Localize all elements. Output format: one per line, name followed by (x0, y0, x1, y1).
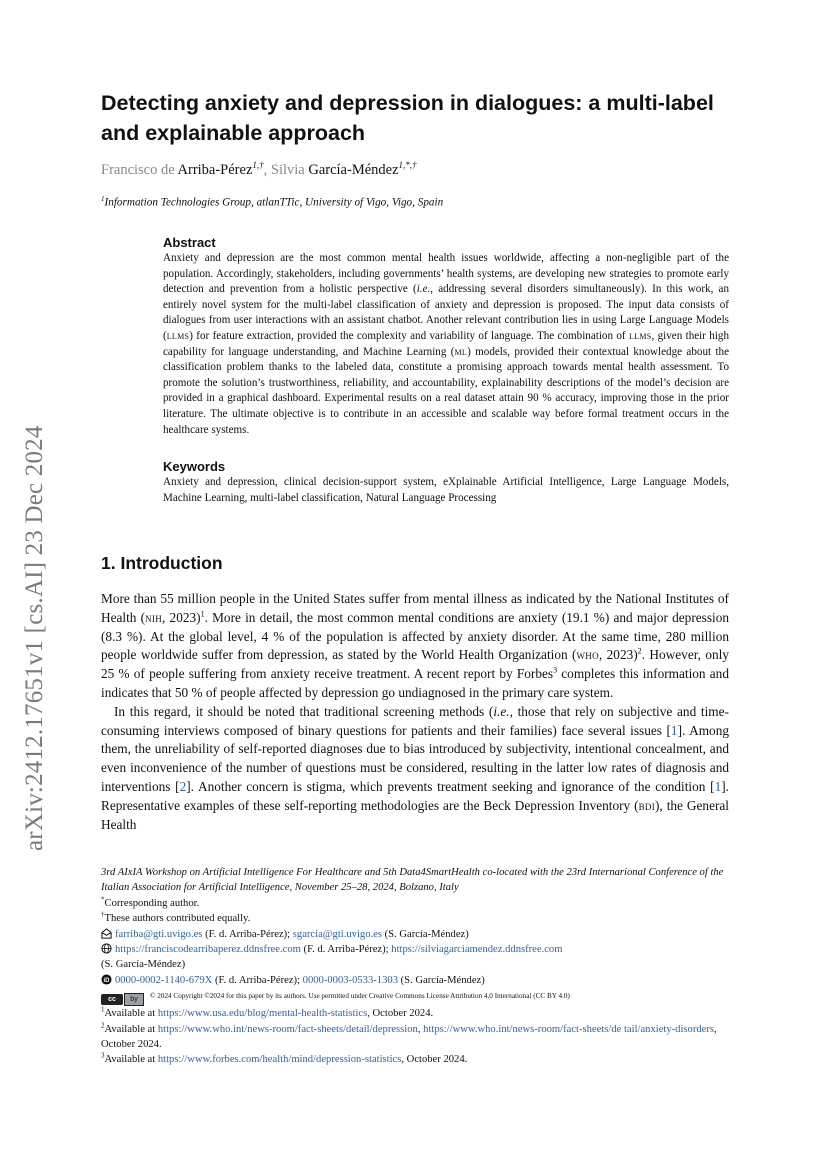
conference-note: 3rd AIxIA Workshop on Artificial Intelligence For Healthcare and 5th Data4SmartHealth co-located with the 23rd Internarional Conference of the Italian Association for Artificial Intelligence, November 25–28, 2024, Bolzano, Italy (101, 867, 724, 894)
keywords-heading: Keywords (163, 459, 226, 474)
website-link-2[interactable]: https://silviagarciamendez.ddnsfree.com (391, 944, 563, 956)
email-link-2[interactable]: sgarcia@gti.uvigo.es (292, 928, 382, 940)
author-2 (271, 162, 417, 178)
affiliation-text: Information Technologies Group, atlanTTic, University of Vigo, Vigo, Spain (104, 196, 444, 209)
email-link-1[interactable]: farriba@gti.uvigo.es (115, 928, 203, 940)
author-1-first: Francisco de (101, 161, 175, 178)
svg-text:iD: iD (103, 977, 110, 984)
orcid-icon (101, 974, 112, 985)
keywords-section (163, 459, 729, 506)
arxiv-stamp: arXiv:2412.17651v1 [cs.AI] 23 Dec 2024 (21, 425, 48, 851)
abstract-heading: Abstract (163, 235, 216, 250)
intro-paragraph-2: In this regard, it should be noted that traditional screening methods (i.e., those that rely on subjective and time-consuming interviews composed of binary questions for patients and their families) face several issues [1]. Among them, the unreliability of self-reported diagnoses due to bias introduced by subjectivity, intentional concealment, and even inconvenience of the number of questions must be considered, resulting in the latter low rates of diagnosis and interventions [2]. Another concern is stigma, which prevents treatment seeking and ignorance of the condition [1]. Representative examples of these self-reporting methodologies are the Beck Depression Inventory (bdi), the General Health (101, 703, 729, 832)
website-line: https://franciscodearribaperez.ddnsfree.com (F. d. Arriba-Pérez); https://silviagarciamendez.ddnsfree.com (S. García-Méndez) (101, 944, 563, 971)
cc-by-icon: cc by (101, 993, 144, 1006)
corresponding-note: *Corresponding author. (101, 895, 200, 909)
orcid-line: iD 0000-0002-1140-679X (F. d. Arriba-Pérez); 0000-0003-0533-1303 (S. García-Méndez) (101, 973, 729, 988)
footnote-2-link-2[interactable]: https://www.who.int/news-room/fact-sheets/de tail/anxiety-disorders (423, 1023, 715, 1035)
footnote-2: $^2$Available at https://www.who.int/news-room/fact-sheets/detail/depression, https://www.who.int/news-room/fact-sheets/de tail/anxiety-disorders, October 2024. (101, 1021, 717, 1051)
affiliation (101, 195, 443, 209)
paper-title: Detecting anxiety and depression in dialogues: a multi-label and explainable approach (101, 91, 714, 145)
email-line: farriba@gti.uvigo.es (F. d. Arriba-Pérez); sgarcia@gti.uvigo.es (S. García-Méndez) (101, 927, 729, 942)
footnote-3: $^3$Available at https://www.forbes.com/health/mind/depression-statistics, October 2024. (101, 1051, 468, 1066)
footnote-ref-2[interactable]: 2 (637, 646, 642, 656)
intro-paragraph-1: More than 55 million people in the United States suffer from mental illness as indicated by the National Institutes of Health (nih, 2023)$^1$. More in detail, the most common mental conditions are anxiety (19.1 %) and major depression (8.3 %). At the global level, 4 % of the population is affected by anxiety disorder. At the same time, 280 million people worldwide suffer from depression, as stated by the World Health Organization (who, 2023)$^2$. However, only 25 % of people suffering from anxiety receive treatment. A recent report by Forbes$^3$ completes this information and indicates that 50 % of people affected by depression go undiagnosed in the primary care system. (101, 591, 729, 700)
citation-link[interactable]: 1 (670, 722, 678, 738)
orcid-link-1[interactable]: 0000-0002-1140-679X (115, 974, 213, 986)
website-link-1[interactable]: https://franciscodearribaperez.ddnsfree.com (115, 944, 301, 956)
email-icon (101, 928, 112, 939)
footnotes (101, 865, 729, 1068)
author-1-marks: 1,† (252, 160, 264, 170)
abstract-text: Anxiety and depression are the most common mental health issues worldwide, affecting a non-negligible part of the population. Accordingly, stakeholders, including governments’ health systems, are developing new strategies to promote early detection and prevention from a holistic perspective (i.e., addressing several disorders simultaneously). In this work, an entirely novel system for the multi-label classification of anxiety and depression is proposed. The input data consists of dialogues from user interactions with an assistant chatbot. Another relevant contribution lies in using Large Language Models (llms) for feature extraction, provided the complexity and variability of language. The combination of llms, given their high capability for language understanding, and Machine Learning (ml) models, provided their contextual knowledge about the classification problem thanks to the labeled data, constitute a promising approach towards mental health assessment. To promote the solution’s trustworthiness, reliability, and accountability, explainability descriptions of the model’s decision are provided in a graphical dashboard. Experimental results on a real dataset attain 90 % accuracy, improving those in the prior literature. The ultimate objective is to contribute in an accessible and scalable way before formal treatment occurs in the healthcare systems. (163, 252, 730, 436)
citation-link[interactable]: 2 (179, 778, 187, 794)
equal-contribution-note: †These authors contributed equally. (101, 910, 251, 925)
section-heading-introduction: 1. Introduction (101, 553, 223, 573)
footnote-3-link[interactable]: https://www.forbes.com/health/mind/depression-statistics (157, 1054, 402, 1066)
abstract-section (163, 235, 729, 438)
keywords-text: Anxiety and depression, clinical decision-support system, eXplainable Artificial Intelligence, Large Language Models, Machine Learning, multi-label classification, Natural Language Processing (163, 476, 729, 504)
author-1-last: Arriba-Pérez (177, 161, 253, 178)
author-list (101, 160, 417, 179)
affiliation-mark: 1 (101, 195, 105, 203)
citation-link[interactable]: 1 (714, 778, 722, 794)
footnote-ref-3[interactable]: 3 (553, 665, 558, 675)
license-line (101, 988, 729, 1006)
copyright-text: © 2024 Copyright ©2024 for this paper by its authors. Use permitted under Creative Commons License Attribution 4.0 International (CC BY 4.0) (150, 992, 570, 1001)
footnote-2-link-1[interactable]: https://www.who.int/news-room/fact-sheets/detail/depression (157, 1023, 418, 1035)
globe-icon (101, 943, 112, 954)
author-2-last: García-Méndez (308, 161, 399, 178)
orcid-link-2[interactable]: 0000-0003-0533-1303 (302, 974, 398, 986)
footnote-1: $^1$Available at https://www.usa.edu/blog/mental-health-statistics, October 2024. (101, 1005, 434, 1020)
footnote-ref-1[interactable]: 1 (200, 609, 205, 619)
introduction-body (101, 590, 729, 834)
author-1: Francisco de Arriba-Pérez$^{1,\dagger}$, (101, 160, 271, 178)
author-2-first: Silvia (270, 161, 305, 178)
footnote-1-link[interactable]: https://www.usa.edu/blog/mental-health-statistics (157, 1008, 368, 1020)
author-2-marks: 1,*,† (398, 160, 417, 170)
